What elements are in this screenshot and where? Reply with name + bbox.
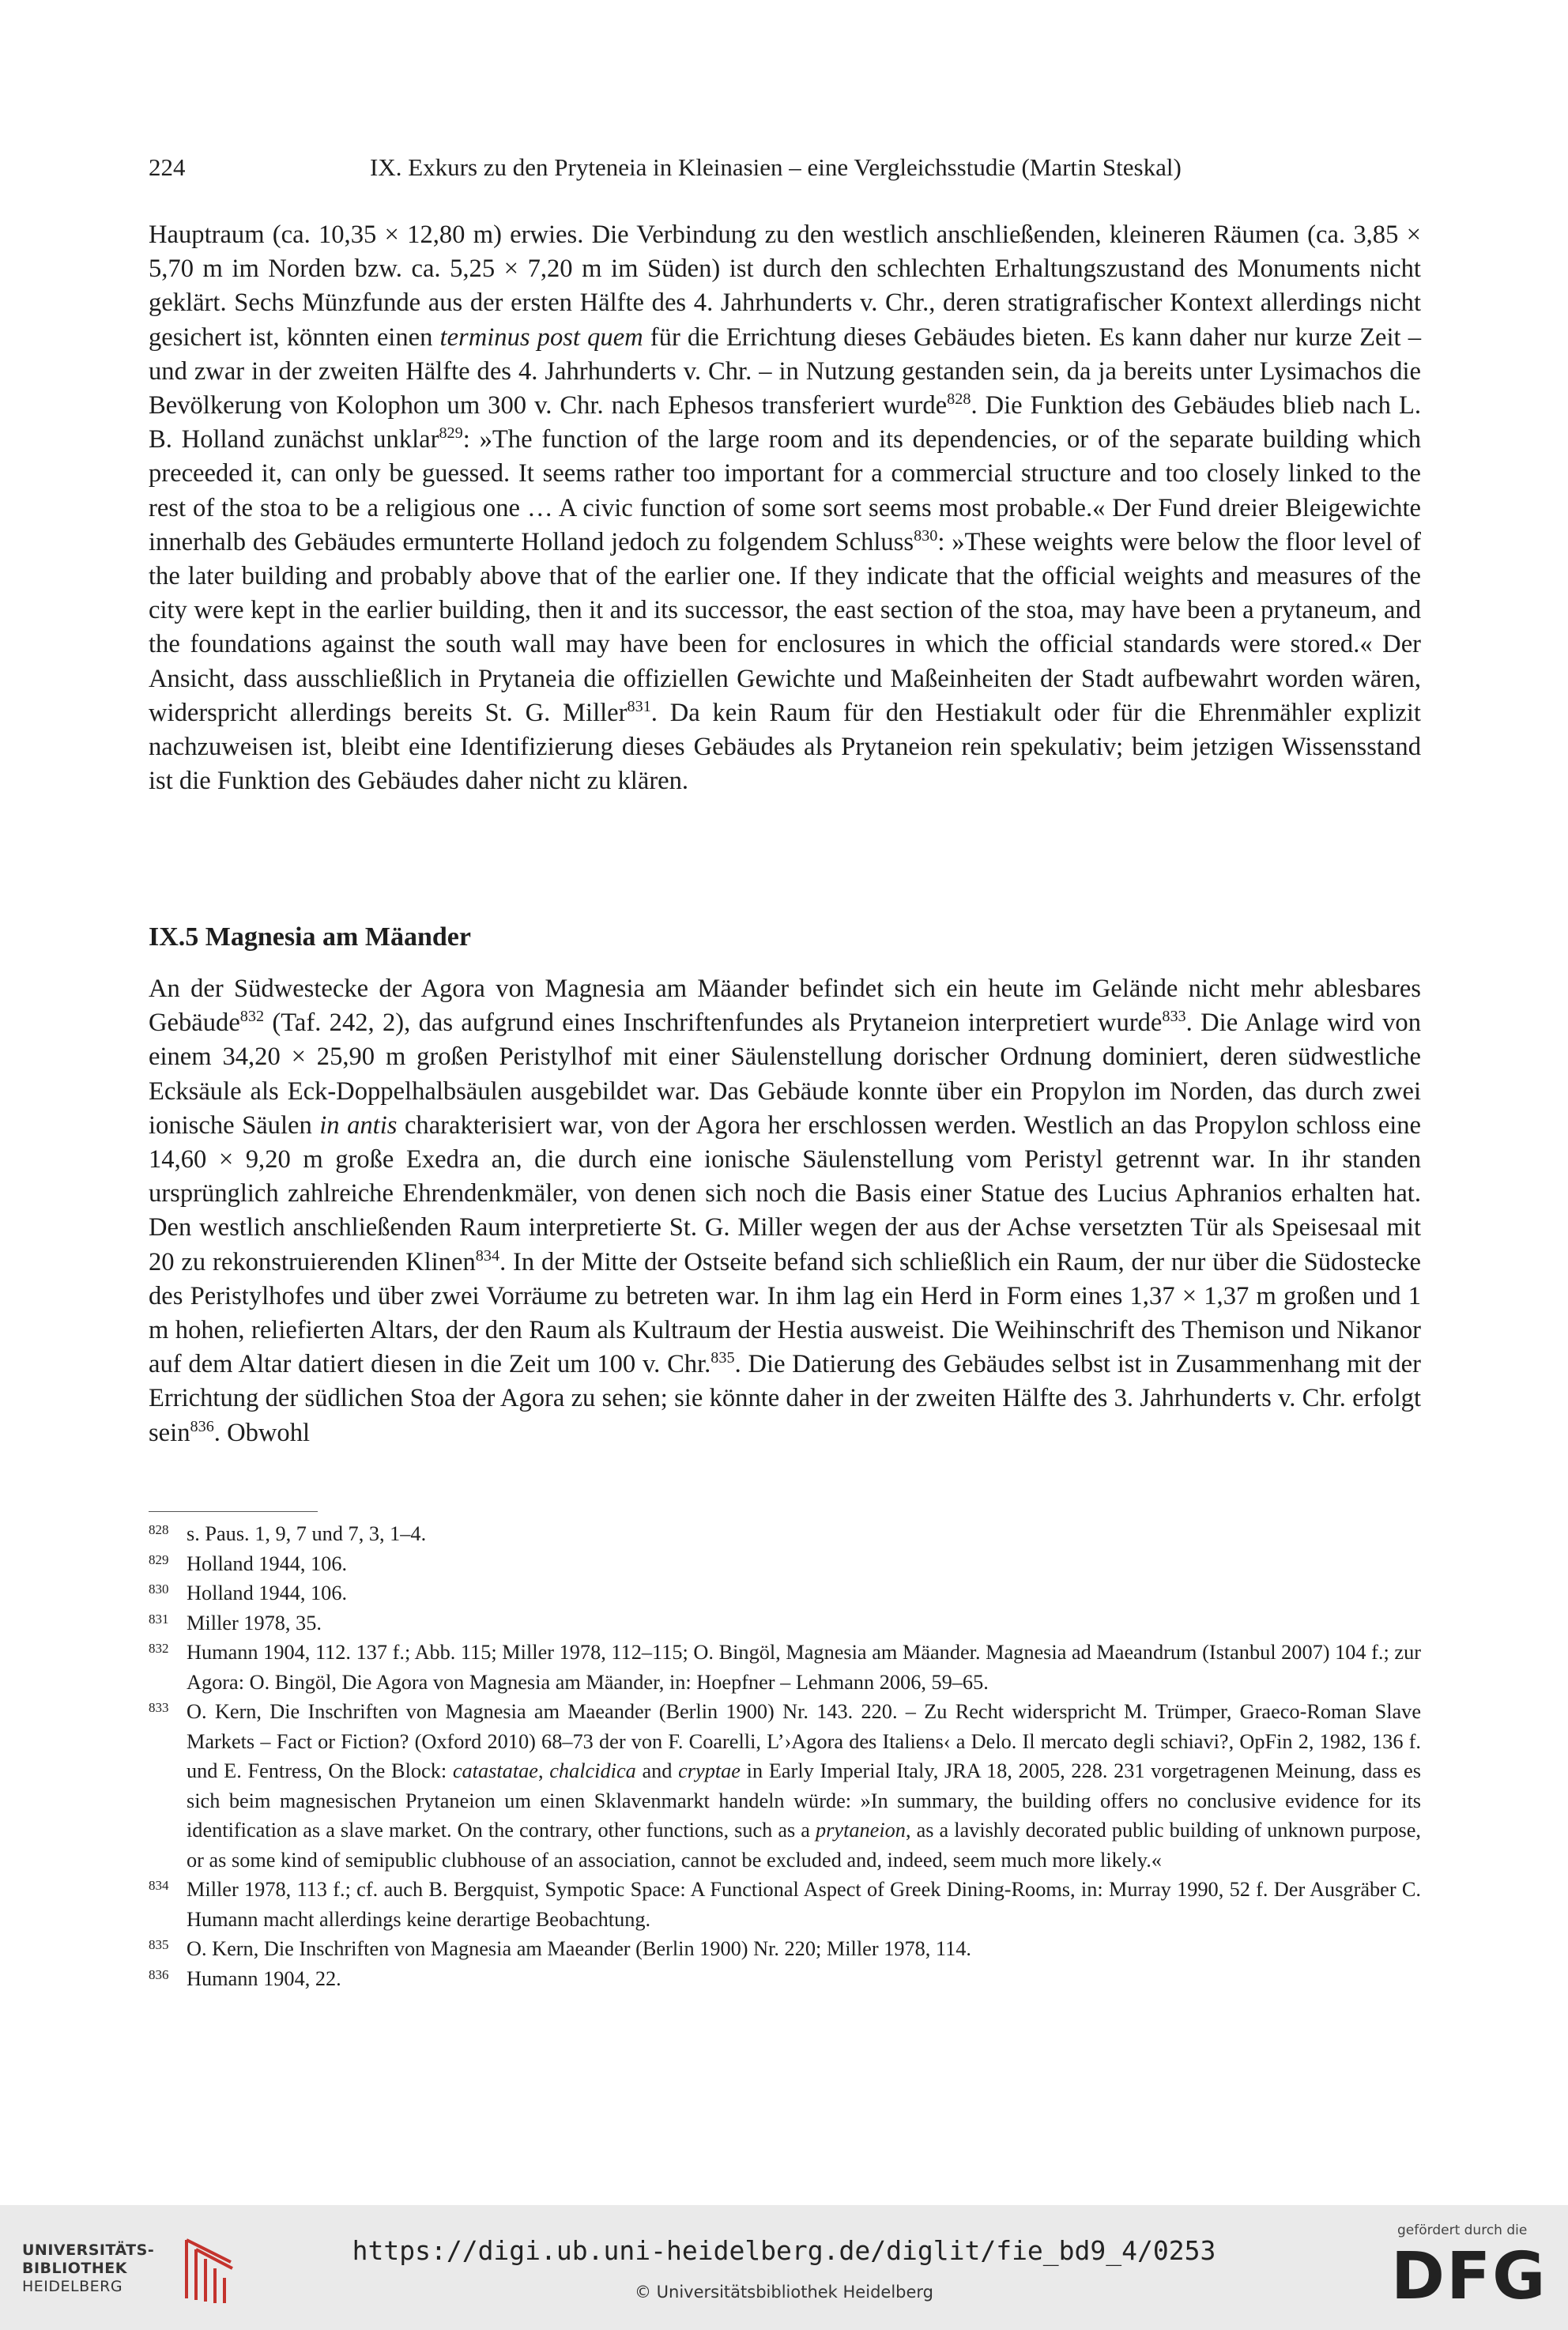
footnote-ref: 829 [439, 424, 463, 443]
italic-term: terminus post quem [439, 322, 643, 352]
page-header [149, 152, 1421, 183]
text-run: . Die Datierung des Gebäudes selbst ist in Zusammenhang mit der Errichtung der südlichen Stoa der Agora zu sehen; sie könnte daher in der zweiten Hälfte des 3. Jahrhunderts v. Chr. erfolgt sein [149, 1350, 1421, 1447]
paragraph-text [149, 972, 1421, 1450]
footnote-ref: 831 [627, 697, 651, 715]
footnote-ref: 828 [947, 390, 971, 408]
running-title: IX. Exkurs zu den Pryteneia in Kleinasien – eine Vergleichsstudie (Martin Steskal) [370, 153, 1182, 181]
footnote-ref: 833 [1162, 1008, 1186, 1026]
footnote-831 [149, 1608, 1421, 1638]
logo-line: BIBLIOTHEK [22, 2260, 127, 2277]
footnote-836 [149, 1964, 1421, 1994]
text-run: Hauptraum (ca. 10,35 × 12,80 m) erwies. Die Verbindung zu den westlich anschließenden, kleineren Räumen (ca. 3,85 × 5,70 m im Norden bzw. ca. 5,25 × 7,20 m im Süden) ist durch den schlechten Erhaltungszustand des Monuments nicht geklärt. Sechs Münzfunde aus der ersten Hälfte des 4. Jahrhunderts v. Chr., deren stratigrafischer Kontext allerdings nicht gesichert ist, könnten einen [149, 221, 1421, 352]
page-number: 224 [149, 153, 186, 181]
footnote-834 [149, 1875, 1421, 1934]
footnote-text: Miller 1978, 113 f.; cf. auch B. Bergquist, Sympotic Space: A Functional Aspect of Greek Dining-Rooms, in: Murray 1990, 52 f. Der Ausgräber C. Humann macht allerdings keine derartige Beobachtung. [187, 1878, 1421, 1931]
document-url-link[interactable]: https://digi.ub.uni-heidelberg.de/diglit/fie_bd9_4/0253 [352, 2235, 1216, 2266]
footnote-text: Miller 1978, 35. [187, 1611, 322, 1634]
footnote-text: O. Kern, Die Inschriften von Magnesia am Maeander (Berlin 1900) Nr. 220; Miller 1978, 114. [187, 1937, 971, 1960]
text-run: : »The function of the large room and its dependencies, or of the separate building which preceeded it, can only be guessed. It seems rather too important for a commercial structure and too closely linked to the rest of the stoa to be a religious one … A civic function of some sort seems most probable.« Der Fund dreier Bleigewichte innerhalb des Gebäudes ermunterte Holland jedoch zu folgendem Schluss [149, 425, 1422, 556]
footnote-text: Holland 1944, 106. [187, 1582, 348, 1604]
footnote-separator [149, 1511, 318, 1512]
italic-term: chalcidica [549, 1759, 636, 1782]
footnote-text: Humann 1904, 112. 137 f.; Abb. 115; Miller 1978, 112–115; O. Bingöl, Magnesia am Mäander. Magnesia ad Maeandrum (Istanbul 2007) 104 f.; zur Agora: O. Bingöl, Die Agora von Magnesia am Mäander, in: Hoepfner – Lehmann 2006, 59–65. [187, 1641, 1421, 1694]
footnote-ref: 832 [239, 1008, 265, 1026]
footnote-number: 833 [149, 1700, 169, 1715]
footnote-ref: 836 [190, 1417, 214, 1435]
logo-line: HEIDELBERG [22, 2278, 123, 2295]
italic-term: cryptae [678, 1759, 741, 1782]
footnote-text: s. Paus. 1, 9, 7 und 7, 3, 1–4. [187, 1522, 427, 1545]
viewer-footer [0, 2205, 1568, 2330]
text-run: An der Südwestecke der Agora von Magnesia am Mäander befindet sich ein heute im Gelände nicht mehr ablesbares Gebäude [149, 975, 1421, 1038]
footnote-text: Holland 1944, 106. [187, 1551, 348, 1575]
text-run: . In der Mitte der Ostseite befand sich schließlich ein Raum, der nur über die Südostecke des Peristylhofes und über zwei Vorräume zu betreten war. In ihm lag ein Herd in Form eines 1,37 × 1,37 m großen und 1 m hohen, reliefierten Altars, der den Raum als Kultraum der Hestia ausweist. Die Weihinschrift des Themison und Nikanor auf dem Altar datiert diesen in die Zeit um 100 v. Chr. [149, 1247, 1421, 1379]
italic-term: catastatae [452, 1759, 538, 1782]
footnote-835 [149, 1934, 1421, 1964]
funded-by-label: gefördert durch die [1397, 2223, 1528, 2238]
footnote-number: 834 [149, 1878, 169, 1893]
footnotes [149, 1519, 1421, 1993]
footnote-text: Humann 1904, 22. [187, 1966, 341, 1990]
text-run: charakterisiert war, von der Agora her erschlossen werden. Westlich an das Propylon schloss eine 14,60 × 9,20 m große Exedra an, die durch eine ionische Säulenstellung vom Peristyl getrennt war. In ihr standen ursprünglich zahlreiche Ehrendenkmäler, von denen sich noch die Basis einer Statue des Lucius Aphranios erhalten hat. Den westlich anschließenden Raum interpretierte St. G. Miller wegen der aus der Achse versetzten Tür als Speisesaal mit 20 zu rekonstruierenden Klinen [149, 1110, 1422, 1276]
footnote-829 [149, 1549, 1421, 1579]
footnote-text: , [537, 1759, 550, 1782]
footnote-number: 835 [149, 1937, 169, 1952]
footnote-number: 832 [149, 1641, 169, 1656]
footnote-number: 831 [149, 1611, 169, 1627]
footnote-number: 836 [149, 1966, 169, 1982]
footnote-ref: 830 [914, 526, 938, 545]
paragraph-text [149, 218, 1421, 798]
italic-term: in antis [319, 1110, 398, 1140]
footnote-ref: 835 [710, 1349, 735, 1367]
text-run: : »These weights were below the floor level of the later building and probably above that of the earlier one. If they indicate that the official weights and measures of the city were kept in the earlier building, then it and its successor, the east section of the stoa, may have been a prytaneum, and the foundations against the south wall may have been for enclosures in which the official standards were stored.« Der Ansicht, dass ausschließlich in Prytaneia die offiziellen Gewichte und Maßeinheiten der Stadt aufbewahrt worden wären, widerspricht allerdings bereits St. G. Miller [149, 527, 1421, 727]
footnote-number: 828 [149, 1522, 169, 1537]
footnote-number: 830 [149, 1582, 169, 1597]
footnote-text: O. Kern, Die Inschriften von Magnesia am Maeander (Berlin 1900) Nr. 143. 220. – Zu Recht widerspricht M. Trümper, Graeco-Roman Slave Markets – Fact or Fiction? (Oxford 2010) 68–73 der von F. Coarelli, L’›Agora des Italiens‹ a Delo. Il mercato degli schiavi?, OpFin 2, 1982, 136 f. und E. Fentress, On the Block: [187, 1700, 1421, 1782]
footnote-828 [149, 1519, 1421, 1549]
paragraph-magnesia [149, 972, 1421, 1450]
footnote-text: in Early Imperial Italy, JRA 18, 2005, 228. 231 vorgetragenen Meinung, dass es sich beim magnesischen Prytaneion um einen Sklavenmarkt handeln würde: »In summary, the building offers no conclusive evidence for its identification as a slave market. On the contrary, other functions, such as a [187, 1759, 1421, 1842]
footnote-text: , as a lavishly decorated public building of unknown purpose, or as some kind of semipublic clubhouse of an association, cannot be excluded and, indeed, seem much more likely.« [187, 1819, 1422, 1872]
text-run: . Da kein Raum für den Hestiakult oder für die Ehrenmähler explizit nachzuweisen ist, bleibt eine Identifizierung dieses Gebäudes als Prytaneion rein spekulativ; beim jetzigen Wissensstand ist die Funktion des Gebäudes daher nicht zu klären. [149, 698, 1421, 796]
footnote-832 [149, 1638, 1421, 1697]
text-run: . Die Anlage wird von einem 34,20 × 25,90 m großen Peristylhof mit einer Säulenstellung dorischer Ordnung dominiert, deren südwestliche Ecksäule als Eck-Doppelhalbsäulen ausgebildet war. Das Gebäude konnte über ein Propylon im Norden, das durch zwei ionische Säulen [149, 1009, 1421, 1140]
logo-line: UNIVERSITÄTS- [22, 2241, 155, 2259]
section-heading: IX.5 Magnesia am Mäander [149, 922, 471, 952]
footnote-830 [149, 1578, 1421, 1608]
dfg-logo[interactable] [1391, 2223, 1549, 2317]
footnote-text: and [635, 1759, 679, 1782]
copyright-notice: © Universitätsbibliothek Heidelberg [634, 2283, 933, 2302]
text-run: für die Errichtung dieses Gebäudes bieten. Es kann daher nur kurze Zeit – und zwar in der zweiten Hälfte des 4. Jahrhunderts v. Chr. – in Nutzung gestanden sein, da ja bereits unter Lysimachos die Bevölkerung von Kolophon um 300 v. Chr. nach Ephesos transferiert wurde [149, 322, 1422, 420]
footnote-number: 829 [149, 1551, 169, 1567]
italic-term: prytaneion [816, 1819, 906, 1842]
dfg-wordmark: DFG [1391, 2239, 1547, 2314]
footnote-ref: 834 [475, 1246, 500, 1265]
text-run: . Die Funktion des Gebäudes blieb nach L. B. Holland zunächst unklar [149, 391, 1422, 454]
paragraph-kolophon [149, 218, 1421, 798]
text-run: (Taf. 242, 2), das aufgrund eines Inschriftenfundes als Prytaneion interpretiert wurde [264, 1009, 1163, 1038]
text-run: . Obwohl [213, 1418, 311, 1447]
footnote-833 [149, 1697, 1421, 1875]
